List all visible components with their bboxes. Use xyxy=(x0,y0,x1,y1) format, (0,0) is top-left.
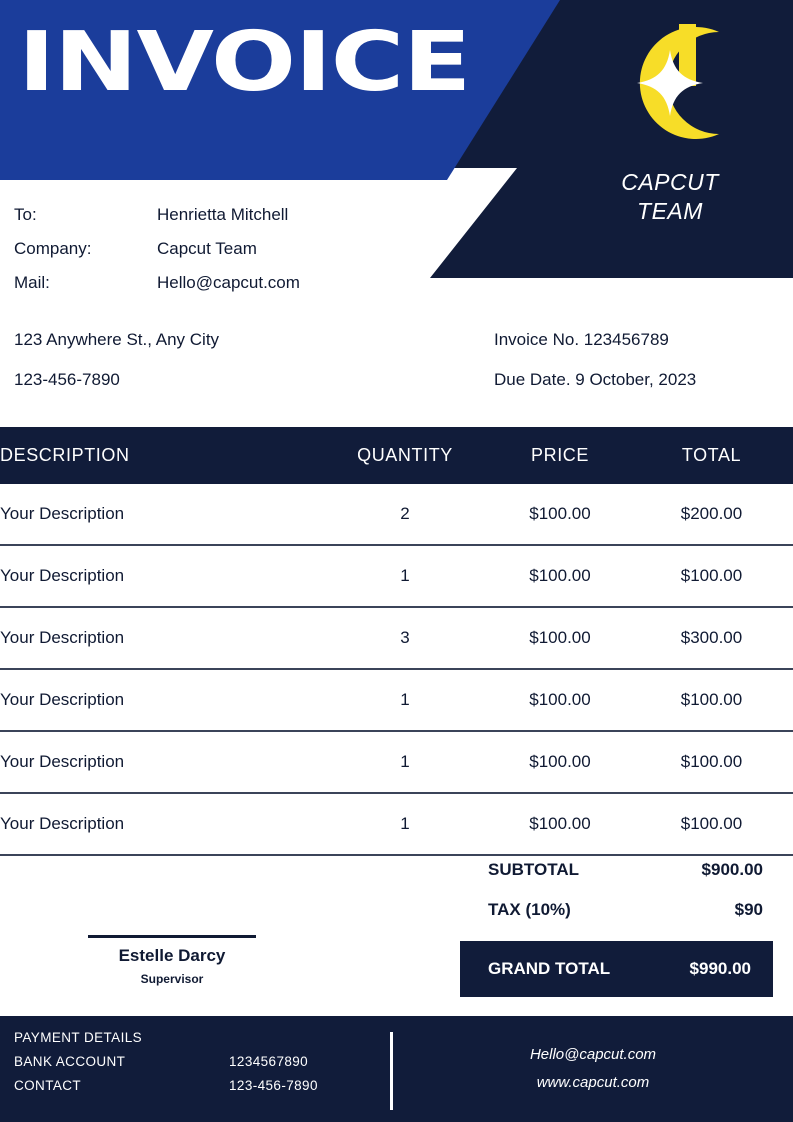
grand-total-value: $990.00 xyxy=(689,959,751,978)
cell-description: Your Description xyxy=(0,793,320,855)
cell-description: Your Description xyxy=(0,669,320,731)
cell-quantity: 1 xyxy=(320,731,490,793)
page-title: INVOICE xyxy=(18,15,471,110)
bill-to-value-company: Capcut Team xyxy=(157,239,257,258)
subtotal-label: SUBTOTAL xyxy=(488,860,579,879)
brand-name xyxy=(605,168,735,227)
invoice-due-date: Due Date. 9 October, 2023 xyxy=(494,370,697,389)
cell-description: Your Description xyxy=(0,545,320,607)
cell-quantity: 1 xyxy=(320,793,490,855)
brand-logo xyxy=(605,20,735,250)
table-row xyxy=(0,484,793,545)
address-meta-section xyxy=(0,330,793,410)
address-street: 123 Anywhere St., Any City xyxy=(14,330,220,349)
subtotal-row xyxy=(460,855,773,885)
invoice-meta xyxy=(494,330,779,410)
tax-row xyxy=(460,895,773,925)
contact-value: 123-456-7890 xyxy=(229,1078,318,1093)
address-phone: 123-456-7890 xyxy=(14,370,120,389)
signature-line xyxy=(88,935,256,938)
cell-price: $100.00 xyxy=(490,669,630,731)
cell-price: $100.00 xyxy=(490,793,630,855)
cell-total: $300.00 xyxy=(630,607,793,669)
payment-details-title: PAYMENT DETAILS xyxy=(14,1030,143,1045)
payment-details xyxy=(0,1030,390,1122)
table-row xyxy=(0,607,793,669)
column-header-total: TOTAL xyxy=(630,427,793,484)
bank-account-row xyxy=(14,1054,390,1069)
table-row xyxy=(0,545,793,607)
footer-contact-info xyxy=(393,1030,793,1122)
bill-to-label-company: Company: xyxy=(14,239,92,258)
column-header-price: PRICE xyxy=(490,427,630,484)
cell-price: $100.00 xyxy=(490,731,630,793)
signature-role: Supervisor xyxy=(140,972,204,986)
contact-label: CONTACT xyxy=(14,1078,82,1093)
items-table xyxy=(0,427,793,856)
tax-value: $90 xyxy=(734,900,763,919)
bill-to-label-mail: Mail: xyxy=(14,273,50,292)
cell-quantity: 2 xyxy=(320,484,490,545)
cell-quantity: 1 xyxy=(320,669,490,731)
signature-name: Estelle Darcy xyxy=(118,946,226,965)
cell-total: $100.00 xyxy=(630,793,793,855)
bill-to-row-company xyxy=(14,239,434,259)
bill-to-block xyxy=(14,205,434,307)
cell-total: $200.00 xyxy=(630,484,793,545)
cell-quantity: 1 xyxy=(320,545,490,607)
bill-to-value-to: Henrietta Mitchell xyxy=(157,205,289,224)
table-row xyxy=(0,731,793,793)
footer-email: Hello@capcut.com xyxy=(529,1046,657,1063)
cell-price: $100.00 xyxy=(490,607,630,669)
items-table-body xyxy=(0,484,793,855)
table-row xyxy=(0,669,793,731)
brand-name-line2: TEAM xyxy=(637,198,703,225)
bank-account-value: 1234567890 xyxy=(229,1054,309,1069)
brand-name-line1: CAPCUT xyxy=(621,169,719,195)
cell-price: $100.00 xyxy=(490,484,630,545)
table-row xyxy=(0,793,793,855)
bill-to-row-to xyxy=(14,205,434,225)
bill-to-value-mail: Hello@capcut.com xyxy=(157,273,300,292)
table-header-row xyxy=(0,427,793,484)
cell-description: Your Description xyxy=(0,607,320,669)
subtotal-value: $900.00 xyxy=(701,860,763,879)
sender-address xyxy=(14,330,494,410)
bank-account-label: BANK ACCOUNT xyxy=(14,1054,126,1069)
totals-block xyxy=(460,855,773,997)
footer-website: www.capcut.com xyxy=(536,1074,650,1091)
column-header-quantity: QUANTITY xyxy=(320,427,490,484)
cell-price: $100.00 xyxy=(490,545,630,607)
cell-description: Your Description xyxy=(0,731,320,793)
cell-description: Your Description xyxy=(0,484,320,545)
cell-total: $100.00 xyxy=(630,545,793,607)
bill-to-row-mail xyxy=(14,273,434,293)
column-header-description: DESCRIPTION xyxy=(0,427,320,484)
contact-row xyxy=(14,1078,390,1093)
signature-block xyxy=(52,935,292,986)
invoice-number: Invoice No. 123456789 xyxy=(494,330,669,349)
cell-total: $100.00 xyxy=(630,669,793,731)
items-table-head xyxy=(0,427,793,484)
cell-quantity: 3 xyxy=(320,607,490,669)
tax-label: TAX (10%) xyxy=(488,900,571,919)
bill-to-label-to: To: xyxy=(14,205,37,224)
invoice-footer xyxy=(0,1016,793,1122)
grand-total-label: GRAND TOTAL xyxy=(488,959,611,978)
cell-total: $100.00 xyxy=(630,731,793,793)
grand-total-row xyxy=(460,941,773,997)
items-table-wrapper xyxy=(0,427,793,856)
capcut-logo-icon xyxy=(607,20,733,146)
